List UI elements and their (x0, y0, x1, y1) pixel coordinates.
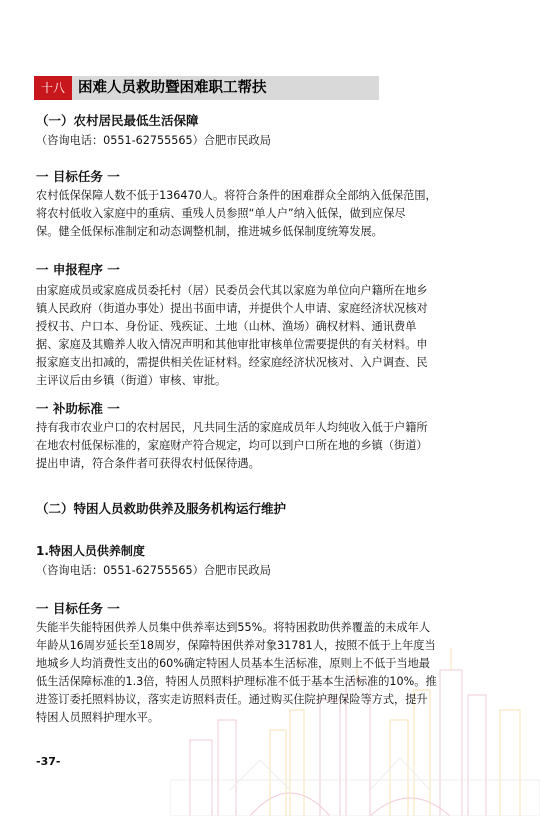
subsection-title-standard: 一 补助标准 一 (36, 401, 120, 416)
paragraph-line: 在地农村低保标准的，家庭财产符合规定，均可以到户口所在地的乡镇（街道） (36, 439, 428, 452)
paragraph-line: 据、家庭及其赡养人收入情况声明和其他审批审核单位需要提供的有关材料。申 (36, 338, 428, 351)
paragraph-line: 授权书、户口本、身份证、残疾证、土地（山林、渔场）确权材料、通讯费单 (36, 320, 417, 333)
paragraph-line: 保。健全低保标准制定和动态调整机制，推进城乡低保制度统筹发展。 (36, 225, 383, 238)
paragraph-line: 将农村低收入家庭中的重病、重残人员参照“单人户”纳入低保，做到应保尽 (36, 207, 406, 220)
paragraph-line: 报家庭支出扣减的，需提供相关佐证材料。经家庭经济状况核对、入户调查、民 (36, 356, 428, 369)
section-heading: （一）农村居民最低生活保障 (36, 113, 199, 128)
paragraph-line: 持有我市农业户口的农村居民，凡共同生活的家庭成员年人均纯收入低于户籍所 (36, 421, 428, 434)
paragraph-line: 镇人民政府（街道办事处）提出书面申请，并提供个人申请、家庭经济状况核对 (36, 302, 428, 315)
sub-heading: 1.特困人员供养制度 (36, 544, 145, 558)
section-heading: （二）特困人员救助供养及服务机构运行维护 (36, 501, 287, 516)
subsection-title-target: 一 目标任务 一 (36, 169, 120, 184)
paragraph-line: 由家庭成员或家庭成员委托村（居）民委员会代其以家庭为单位向户籍所在地乡 (36, 284, 428, 297)
paragraph-line: 提出申请，符合条件者可获得农村低保待遇。 (36, 457, 260, 470)
page-number: -37- (36, 755, 61, 768)
contact-info: （咨询电话：0551-62755565）合肥市民政局 (36, 134, 271, 147)
chapter-number-badge: 十八 (34, 76, 72, 100)
subsection-title-target: 一 目标任务 一 (36, 601, 120, 616)
paragraph-line: 地城乡人均消费性支出的60%确定特困人员基本生活标准，原则上不低于当地最 (36, 657, 431, 670)
chapter-title: 困难人员救助暨困难职工帮扶 (78, 79, 267, 96)
paragraph-line: 低生活保障标准的1.3倍，特困人员照料护理标准不低于基本生活标准的10%。推 (36, 675, 437, 688)
paragraph-line: 失能半失能特困供养人员集中供养率达到55%。将特困救助供养覆盖的未成年人 (36, 621, 431, 634)
paragraph-line: 特困人员照料护理水平。 (36, 711, 160, 724)
paragraph-line: 农村低保保障人数不低于136470人。将符合条件的困难群众全部纳入低保范围， (36, 189, 437, 202)
paragraph-line: 主评议后由乡镇（街道）审核、审批。 (36, 374, 227, 387)
paragraph-line: 年龄从16周岁延长至18周岁，保障特困供养对象31781人，按照不低于上年度当 (36, 639, 436, 652)
paragraph-line: 进签订委托照料协议，落实走访照料责任。通过购买住院护理保险等方式，提升 (36, 693, 428, 706)
contact-info: （咨询电话：0551-62755565）合肥市民政局 (36, 564, 271, 577)
subsection-title-procedure: 一 申报程序 一 (36, 262, 120, 277)
